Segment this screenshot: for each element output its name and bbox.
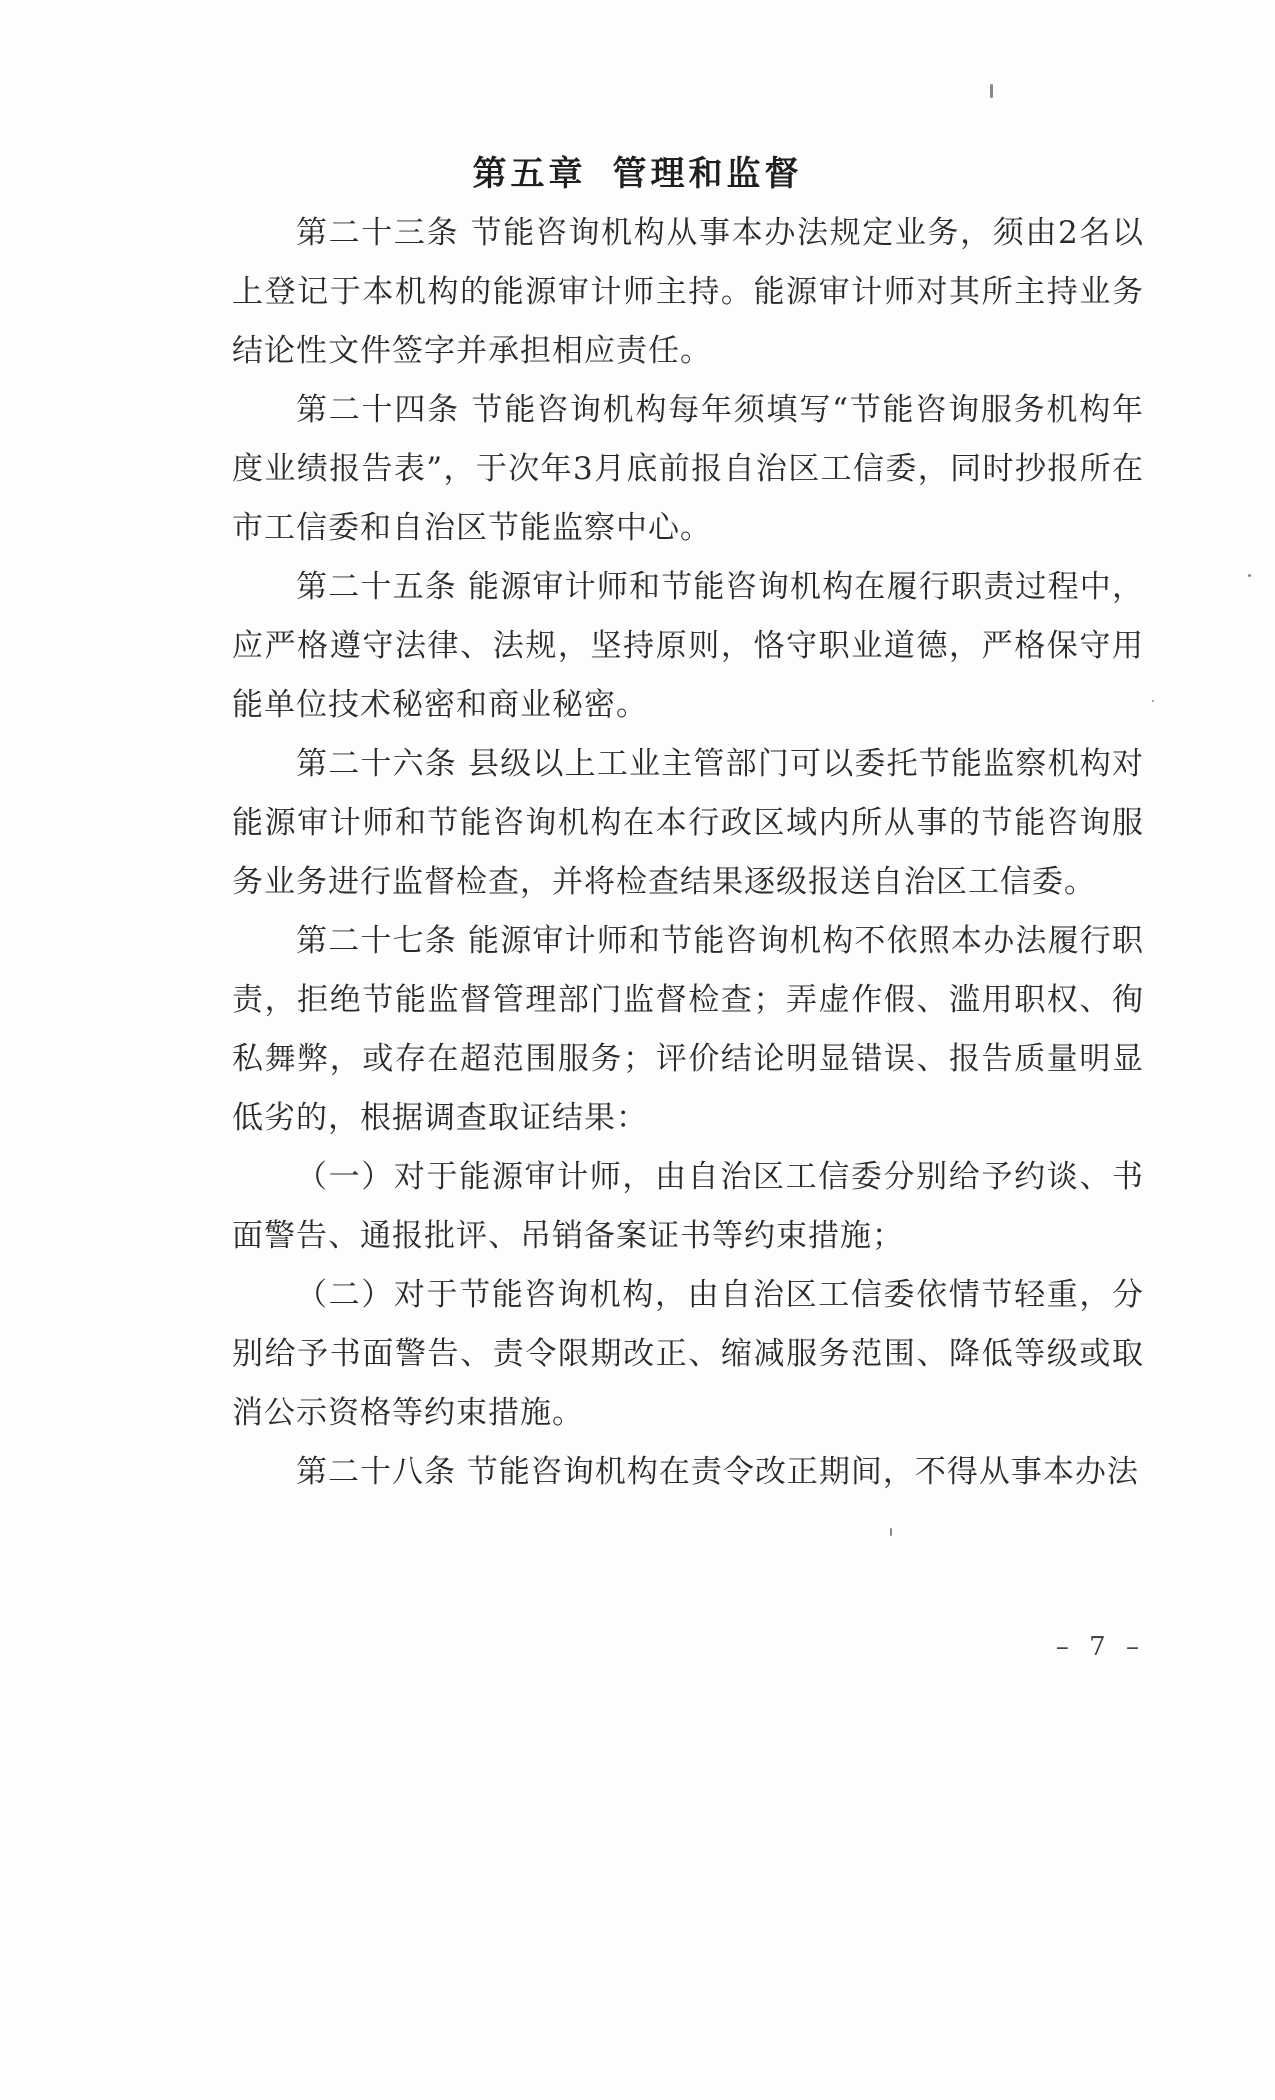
scan-speck: [1248, 574, 1251, 577]
scan-speck: [990, 84, 993, 98]
article-27-item-1: （一）对于能源审计师，由自治区工信委分别给予约谈、书面警告、通报批评、吊销备案证书等约束措施；: [232, 1159, 1144, 1254]
article-24: 第二十四条 节能咨询机构每年须填写“节能咨询服务机构年度业绩报告表”，于次年3月底前报自治区工信委，同时抄报所在市工信委和自治区节能监察中心。: [232, 392, 1144, 546]
scan-speck: [890, 1528, 892, 1536]
page-number: – 7 –: [1055, 1632, 1145, 1662]
article-25: 第二十五条 能源审计师和节能咨询机构在履行职责过程中，应严格遵守法律、法规，坚持原则，恪守职业道德，严格保守用能单位技术秘密和商业秘密。: [232, 569, 1144, 723]
chapter-heading: [0, 146, 1275, 195]
article-27: 第二十七条 能源审计师和节能咨询机构不依照本办法履行职责，拒绝节能监督管理部门监督检查；弄虚作假、滥用职权、徇私舞弊，或存在超范围服务；评价结论明显错误、报告质量明显低劣的，根据调查取证结果：: [232, 923, 1144, 1136]
article-27-item-2: （二）对于节能咨询机构，由自治区工信委依情节轻重，分别给予书面警告、责令限期改正、缩减服务范围、降低等级或取消公示资格等约束措施。: [232, 1277, 1144, 1431]
article-23: 第二十三条 节能咨询机构从事本办法规定业务，须由2名以上登记于本机构的能源审计师主持。能源审计师对其所主持业务结论性文件签字并承担相应责任。: [232, 215, 1144, 369]
chapter-number: 第五章: [472, 154, 587, 194]
document-body: [232, 204, 1144, 1502]
scan-speck: [1152, 700, 1154, 702]
chapter-title: 管理和监督: [612, 154, 803, 194]
article-28: 第二十八条 节能咨询机构在责令改正期间，不得从事本办法: [296, 1454, 1139, 1490]
article-26: 第二十六条 县级以上工业主管部门可以委托节能监察机构对能源审计师和节能咨询机构在本行政区域内所从事的节能咨询服务业务进行监督检查，并将检查结果逐级报送自治区工信委。: [232, 746, 1144, 900]
